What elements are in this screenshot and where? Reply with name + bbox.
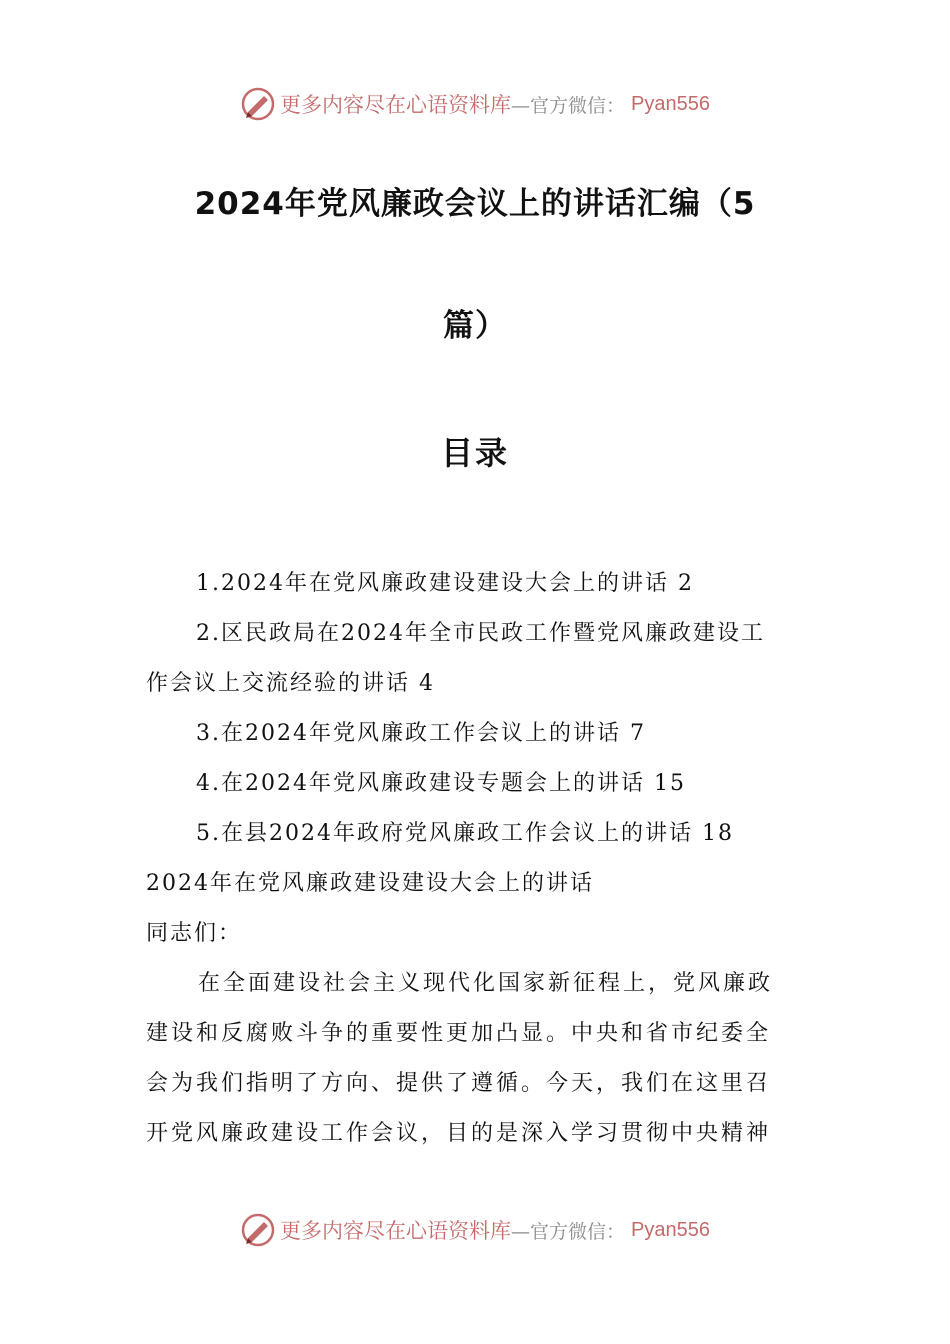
watermark-wechat-id: Pyan556: [631, 92, 710, 115]
body-line-3: 会为我们指明了方向、提供了遵循。今天，我们在这里召: [146, 1071, 772, 1096]
body-line-2: 建设和反腐败斗争的重要性更加凸显。中央和省市纪委全: [146, 1021, 772, 1046]
body-line-4: 开党风廉政建设工作会议，目的是深入学习贯彻中央精神: [146, 1121, 772, 1146]
pen-logo-icon: [240, 86, 276, 122]
toc-item-4: 4.在2024年党风廉政建设专题会上的讲话 15: [196, 771, 686, 796]
toc-item-2-cont: 作会议上交流经验的讲话 4: [146, 671, 435, 696]
watermark-banner-top: [0, 84, 950, 124]
body-line-1: 在全面建设社会主义现代化国家新征程上，党风廉政: [198, 971, 774, 996]
pen-logo-icon: [240, 1212, 276, 1248]
toc-heading: 目录: [440, 434, 509, 472]
salutation: 同志们：: [146, 921, 243, 946]
watermark-banner-bottom: [0, 1210, 950, 1250]
watermark-wechat-id: Pyan556: [631, 1218, 710, 1241]
watermark-dash-text: —官方微信：: [511, 94, 626, 117]
toc-item-3: 3.在2024年党风廉政工作会议上的讲话 7: [196, 721, 646, 746]
watermark-dash-text: —官方微信：: [511, 1220, 626, 1243]
toc-item-2: 2.区民政局在2024年全市民政工作暨党风廉政建设工: [196, 621, 765, 646]
watermark-site-text: 更多内容尽在心语资料库: [280, 93, 511, 117]
watermark-site-text: 更多内容尽在心语资料库: [280, 1219, 511, 1243]
document-title-line2: 篇）: [443, 308, 507, 344]
toc-item-5: 5.在县2024年政府党风廉政工作会议上的讲话 18: [196, 821, 734, 846]
toc-item-1: 1.2024年在党风廉政建设建设大会上的讲话 2: [196, 571, 694, 596]
section-title: 2024年在党风廉政建设建设大会上的讲话: [146, 871, 594, 896]
document-title-line1: 2024年党风廉政会议上的讲话汇编（5: [194, 186, 756, 222]
